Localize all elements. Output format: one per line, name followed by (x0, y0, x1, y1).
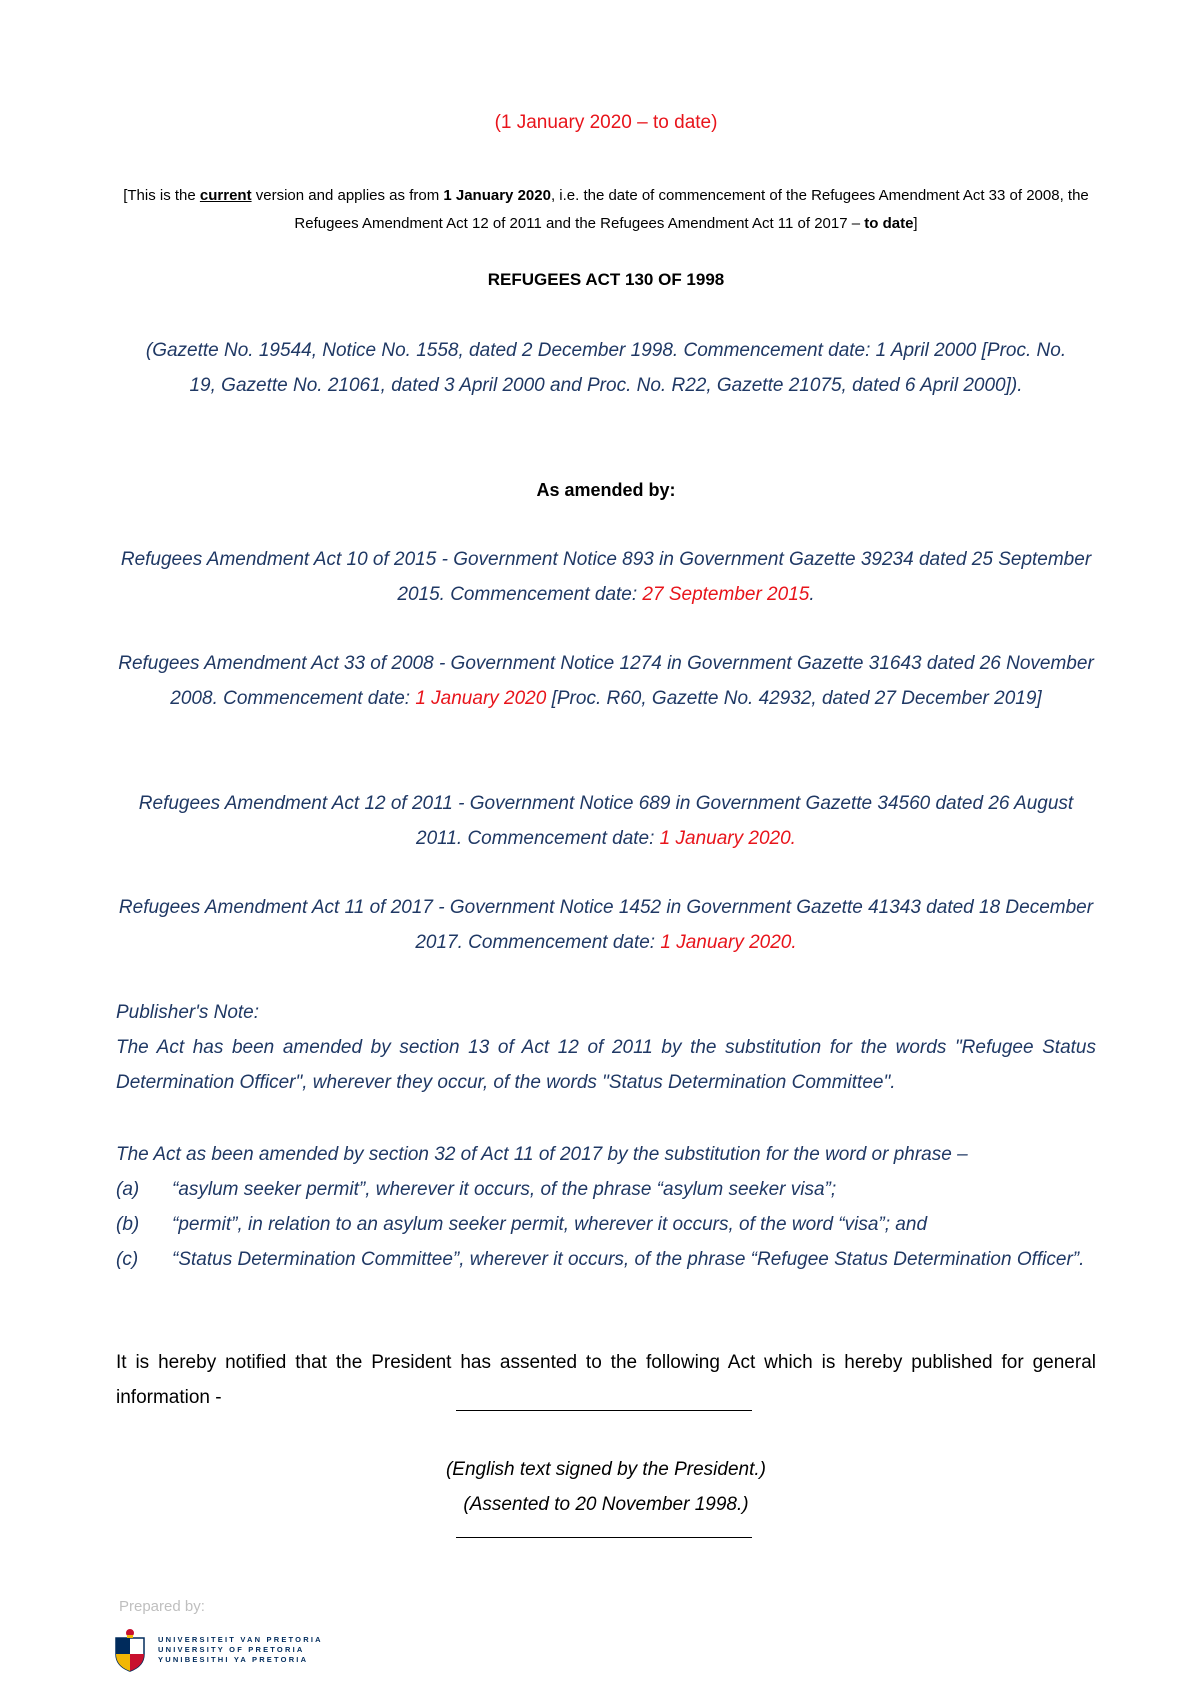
substitution-item (116, 1172, 1096, 1207)
item-letter: (c) (116, 1249, 139, 1270)
version-note-text: , i.e. the date of commencement of the Refugees Amendment Act 33 of 2008, the Refugees Amendment Act 12 of 2011 and the Refugees Amendment Act 11 of 2017 – (294, 187, 1089, 232)
amendment-text: Refugees Amendment Act 33 of 2008 - Government Notice 1274 in Government Gazette 31643 dated 26 November 2008. Commencement date: (118, 653, 1094, 709)
version-note-text: [This is the (123, 187, 200, 204)
version-note-text: version and applies as from (251, 187, 444, 204)
substitution-item (116, 1207, 1096, 1242)
assent-notice: It is hereby notified that the President has assented to the following Act which is hereby published for general information - (116, 1352, 1096, 1408)
commencement-date: 1 January 2020. (660, 932, 797, 953)
version-note (116, 182, 1096, 238)
commencement-date: 27 September 2015 (642, 584, 810, 605)
amendment-entry (116, 646, 1096, 716)
crest-icon (112, 1628, 148, 1672)
signature-rule (456, 1537, 752, 1538)
version-note-text: ] (913, 215, 918, 232)
prepared-by-label: Prepared by: (119, 1598, 205, 1615)
item-text: “asylum seeker permit”, wherever it occurs, of the phrase “asylum seeker visa”; (172, 1179, 837, 1200)
assented-note: (Assented to 20 November 1998.) (463, 1494, 749, 1515)
substitution-item (116, 1242, 1096, 1277)
signature-rule (456, 1410, 752, 1411)
amendment-text: Refugees Amendment Act 12 of 2011 - Government Notice 689 in Government Gazette 34560 dated 26 August 2011. Commencement date: (138, 793, 1074, 849)
logo-line: UNIVERSITY OF PRETORIA (158, 1645, 305, 1654)
publishers-note (116, 995, 1096, 1100)
amendment-text: Refugees Amendment Act 11 of 2017 - Government Notice 1452 in Government Gazette 41343 dated 18 December 2017. Commencement date: (118, 897, 1094, 953)
amended-by-heading: As amended by: (536, 480, 676, 500)
amendment-entry (116, 542, 1096, 612)
logo-wordmark (158, 1635, 323, 1665)
commencement-date: 1 January 2020. (659, 828, 796, 849)
amendment-entry (116, 890, 1096, 960)
publishers-note-label: Publisher's Note: (116, 1002, 260, 1023)
amendment-entry (116, 786, 1096, 856)
act-title: REFUGEES ACT 130 OF 1998 (487, 270, 725, 289)
item-letter: (a) (116, 1179, 140, 1200)
substitution-intro: The Act as been amended by section 32 of Act 11 of 2017 by the substitution for the word or phrase – (116, 1144, 968, 1165)
item-letter: (b) (116, 1214, 140, 1235)
item-text: “permit”, in relation to an asylum seeker permit, wherever it occurs, of the word “visa”; and (172, 1214, 928, 1235)
commencement-date: 1 January 2020 (415, 688, 547, 709)
publishers-note-text: The Act has been amended by section 13 of Act 12 of 2011 by the substitution for the words "Refugee Status Determination Officer", wherever they occur, of the words "Status Determination Committee". (116, 1037, 1096, 1093)
logo-line: UNIVERSITEIT VAN PRETORIA (158, 1635, 323, 1644)
gazette-note: (Gazette No. 19544, Notice No. 1558, dated 2 December 1998. Commencement date: 1 April 2000 [Proc. No. 19, Gazette No. 21061, dated 3 April 2000 and Proc. No. R22, Gazette 21075, dated 6 April 2000]). (145, 340, 1067, 396)
version-date: 1 January 2020 (443, 187, 551, 204)
amendment-text: . (809, 584, 815, 605)
item-text: “Status Determination Committee”, wherever it occurs, of the phrase “Refugee Status Determination Officer”. (172, 1249, 1085, 1270)
logo-line: YUNIBESITHI YA PRETORIA (158, 1655, 309, 1664)
amendment-text: [Proc. R60, Gazette No. 42932, dated 27 December 2019] (546, 688, 1042, 709)
to-date-keyword: to date (864, 215, 914, 232)
signed-note: (English text signed by the President.) (445, 1459, 766, 1480)
university-logo (112, 1628, 323, 1672)
current-keyword: current (199, 187, 252, 204)
version-heading: (1 January 2020 – to date) (494, 112, 718, 133)
signature-block (116, 1452, 1096, 1522)
amendment-text: Refugees Amendment Act 10 of 2015 - Government Notice 893 in Government Gazette 39234 dated 25 September 2015. Commencement date: (120, 549, 1092, 605)
substitution-note (116, 1137, 1096, 1277)
